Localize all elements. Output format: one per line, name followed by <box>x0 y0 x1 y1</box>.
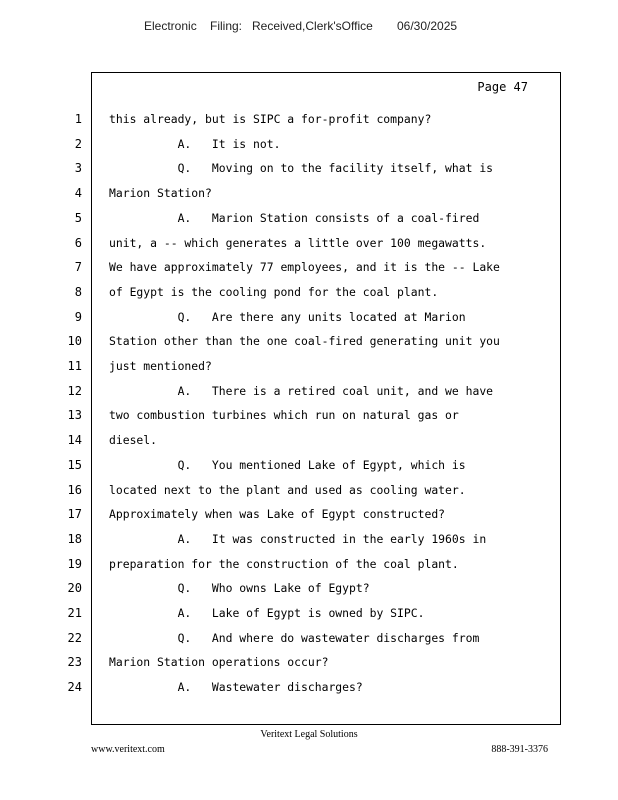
line-number: 12 <box>67 384 82 398</box>
transcript-line: this already, but is SIPC a for-profit company? <box>109 112 432 126</box>
line-number: 4 <box>74 186 82 200</box>
stamp-electronic: Electronic <box>144 19 197 33</box>
transcript-line: Marion Station? <box>109 186 212 200</box>
line-number: 14 <box>67 433 82 447</box>
transcript-line: Q. And where do wastewater discharges from <box>109 631 480 645</box>
line-number: 9 <box>74 310 82 324</box>
transcript-line: Q. You mentioned Lake of Egypt, which is <box>109 458 466 472</box>
transcript-line: Q. Moving on to the facility itself, what is <box>109 161 494 175</box>
transcript-line: A. It is not. <box>109 137 281 151</box>
transcript-line: Q. Who owns Lake of Egypt? <box>109 581 370 595</box>
line-number: 6 <box>74 236 82 250</box>
filing-stamp <box>0 19 618 37</box>
stamp-received: Received,Clerk'sOffice <box>252 19 373 33</box>
stamp-filing: Filing: <box>210 19 243 33</box>
transcript-line: Q. Are there any units located at Marion <box>109 310 466 324</box>
transcript-line: A. Wastewater discharges? <box>109 680 363 694</box>
transcript-line: Station other than the one coal-fired generating unit you <box>109 334 500 348</box>
line-number: 20 <box>67 581 82 595</box>
footer-phone: 888-391-3376 <box>491 744 548 755</box>
line-number: 8 <box>74 285 82 299</box>
line-number: 1 <box>74 112 82 126</box>
transcript-line: Marion Station operations occur? <box>109 655 329 669</box>
line-number: 2 <box>74 137 82 151</box>
line-number: 13 <box>67 408 82 422</box>
line-number: 11 <box>67 359 82 373</box>
line-number: 21 <box>67 606 82 620</box>
transcript-line: unit, a -- which generates a little over 100 megawatts. <box>109 236 487 250</box>
transcript-line: two combustion turbines which run on natural gas or <box>109 408 459 422</box>
line-number: 19 <box>67 557 82 571</box>
transcript-line: just mentioned? <box>109 359 212 373</box>
transcript-line: We have approximately 77 employees, and it is the -- Lake <box>109 260 500 274</box>
line-number: 10 <box>67 334 82 348</box>
stamp-date: 06/30/2025 <box>397 19 458 33</box>
transcript-line: A. Marion Station consists of a coal-fired <box>109 211 480 225</box>
transcript-line: located next to the plant and used as cooling water. <box>109 483 466 497</box>
transcript-line: of Egypt is the cooling pond for the coal plant. <box>109 285 439 299</box>
transcript-line: preparation for the construction of the coal plant. <box>109 557 459 571</box>
line-number: 3 <box>74 161 82 175</box>
footer-website: www.veritext.com <box>91 744 165 755</box>
transcript-line: A. Lake of Egypt is owned by SIPC. <box>109 606 425 620</box>
transcript-line: A. There is a retired coal unit, and we have <box>109 384 494 398</box>
line-number: 23 <box>67 655 82 669</box>
line-number: 15 <box>67 458 82 472</box>
line-number: 22 <box>67 631 82 645</box>
line-number: 5 <box>74 211 82 225</box>
page-number: Page 47 <box>477 80 528 94</box>
transcript-line: Approximately when was Lake of Egypt constructed? <box>109 507 446 521</box>
footer-company: Veritext Legal Solutions <box>260 729 358 740</box>
line-number: 16 <box>67 483 82 497</box>
line-number: 7 <box>74 260 82 274</box>
transcript-line: A. It was constructed in the early 1960s in <box>109 532 487 546</box>
line-number: 18 <box>67 532 82 546</box>
line-number: 24 <box>67 680 82 694</box>
line-number: 17 <box>67 507 82 521</box>
transcript-line: diesel. <box>109 433 158 447</box>
